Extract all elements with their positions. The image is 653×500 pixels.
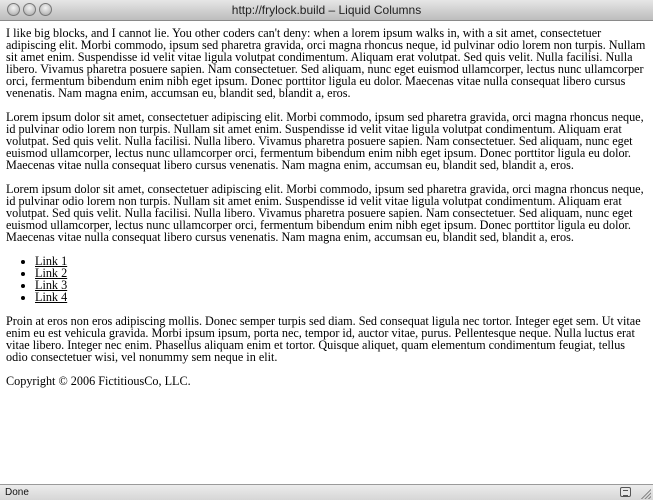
link-list-item [35,255,648,267]
status-text: Done [5,487,29,498]
link-3[interactable]: Link 3 [35,278,68,292]
link-list-item [35,279,648,291]
page-content [0,21,653,484]
security-lock-icon[interactable] [620,487,631,497]
link-list [6,255,648,303]
window-title: http://frylock.build – Liquid Columns [231,3,422,17]
link-2[interactable]: Link 2 [35,266,68,280]
paragraph-1: I like big blocks, and I cannot lie. You other coders can't deny: when a lorem ipsum walks in, with a sit amet, consectetuer adipiscing elit. Morbi commodo, ipsum sed pharetra gravida, orci magna rhoncus neque, id pulvinar odio lorem non turpis. Nullam sit amet enim. Suspendisse id velit vitae ligula volutpat condimentum. Aliquam erat volutpat. Sed quis velit. Nulla facilisi. Nulla libero. Vivamus pharetra posuere sapien. Nam consectetuer. Sed aliquam, nunc eget euismod ullamcorper, lectus nunc ullamcorper orci, fermentum bibendum enim nibh eget ipsum. Donec porttitor ligula eu dolor. Maecenas vitae nulla consequat libero cursus venenatis. Nam magna enim, accumsan eu, blandit sed, blandit a, eros. [6,26,646,100]
paragraph-2: Lorem ipsum dolor sit amet, consectetuer adipiscing elit. Morbi commodo, ipsum sed pharetra gravida, orci magna rhoncus neque, id pulvinar odio lorem non turpis. Nullam sit amet enim. Suspendisse id velit vitae ligula volutpat condimentum. Aliquam erat volutpat. Sed quis velit. Nulla facilisi. Nulla libero. Vivamus pharetra posuere sapien. Nam consectetuer. Sed aliquam, nunc eget euismod ullamcorper, lectus nunc ullamcorper orci, fermentum bibendum enim nibh eget ipsum. Donec porttitor ligula eu dolor. Maecenas vitae nulla consequat libero cursus venenatis. Nam magna enim, accumsan eu, blandit sed, blandit a, eros. [6,110,644,172]
link-list-item [35,267,648,279]
paragraph-3: Lorem ipsum dolor sit amet, consectetuer adipiscing elit. Morbi commodo, ipsum sed pharetra gravida, orci magna rhoncus neque, id pulvinar odio lorem non turpis. Nullam sit amet enim. Suspendisse id velit vitae ligula volutpat condimentum. Aliquam erat volutpat. Sed quis velit. Nulla facilisi. Nulla libero. Vivamus pharetra posuere sapien. Nam consectetuer. Sed aliquam, nunc eget euismod ullamcorper, lectus nunc ullamcorper orci, fermentum bibendum enim nibh eget ipsum. Donec porttitor ligula eu dolor. Maecenas vitae nulla consequat libero cursus venenatis. Nam magna enim, accumsan eu, blandit sed, blandit a, eros. [6,182,644,244]
copyright: Copyright © 2006 FictitiousCo, LLC. [6,374,191,388]
link-4[interactable]: Link 4 [35,290,68,304]
resize-grip-icon[interactable] [639,487,651,499]
status-bar [0,484,653,500]
link-1[interactable]: Link 1 [35,254,68,268]
link-list-item [35,291,648,303]
title-bar[interactable] [0,0,653,21]
final-paragraph: Proin at eros non eros adipiscing mollis. Donec semper turpis sed diam. Sed consequat ligula nec tortor. Integer eget sem. Ut vitae enim eu est vehicula gravida. Morbi ipsum ipsum, porta nec, tempor id, auctor vitae, purus. Pellentesque neque. Nulla luctus erat vitae libero. Integer nec enim. Phasellus aliquam enim et tortor. Quisque aliquet, quam elementum condimentum feugiat, tellus odio consectetuer wisi, vel nonummy sem neque in elit. [6,314,641,364]
